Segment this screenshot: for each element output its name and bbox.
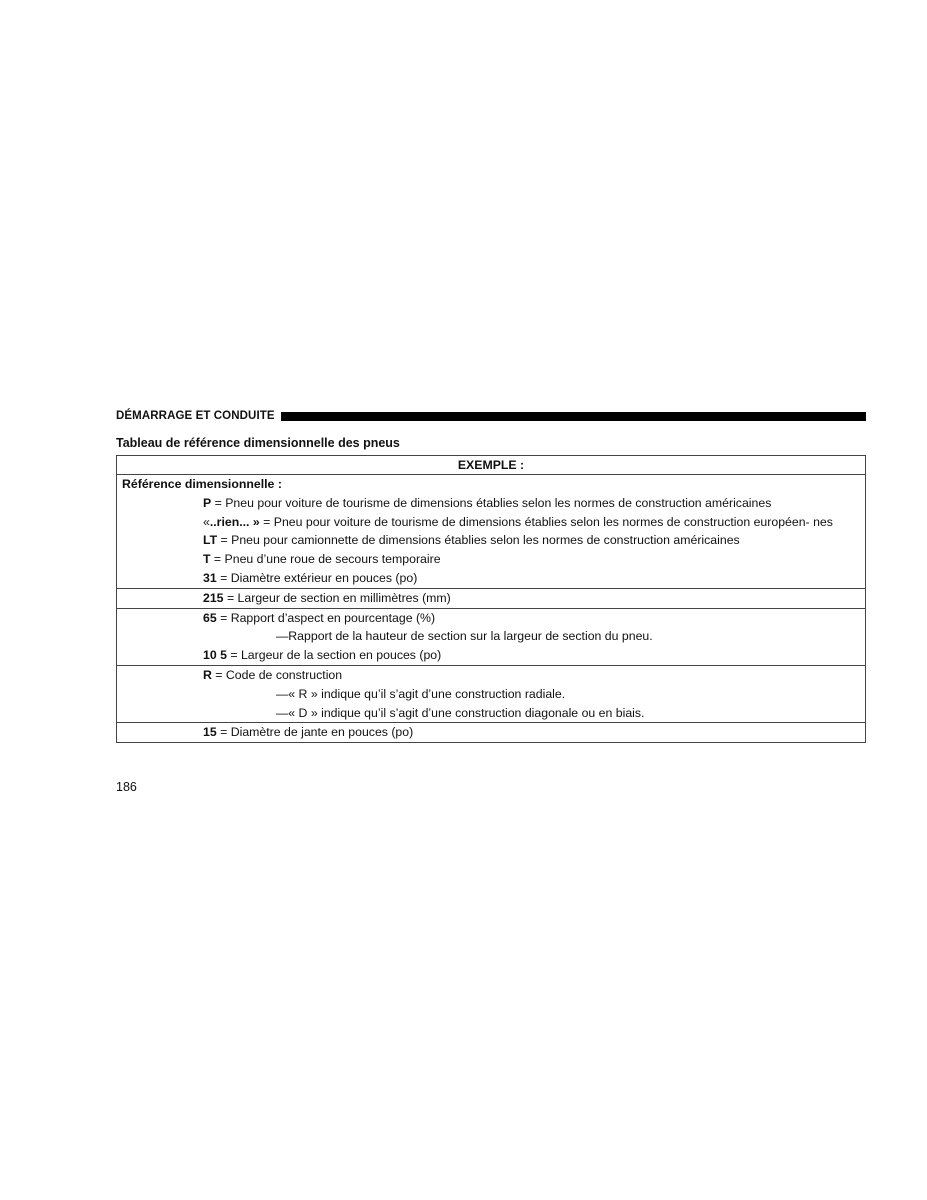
row-line (117, 513, 865, 532)
row-line-text: = Diamètre de jante en pouces (po) (216, 725, 414, 740)
row-line (117, 704, 865, 723)
row-line-bold: P (203, 495, 212, 510)
row-line-text: = Rapport d’aspect en pourcentage (%) (216, 610, 436, 625)
row-line-text: —« D » indique qu’il s’agit d’une construction diagonale ou en biais. (276, 705, 645, 720)
row-line (117, 531, 865, 550)
row-line-text: = Largeur de section en millimètres (mm) (223, 590, 451, 605)
row-line-bold: ..rien... » (209, 514, 260, 529)
row-line-text: = Pneu pour camionnette de dimensions établies selon les normes de construction américaines (217, 533, 740, 548)
table-header-cell: EXEMPLE : (117, 456, 866, 475)
table-cell (117, 475, 866, 589)
table-row (117, 475, 866, 589)
row-line-bold: LT (203, 533, 218, 548)
row-line-bold: 10 5 (203, 648, 227, 663)
table-row (117, 723, 866, 743)
row-line (117, 609, 865, 628)
row-line (117, 646, 865, 665)
row-line-text: = Pneu pour voiture de tourisme de dimensions établies selon les normes de construction américaines (211, 495, 772, 510)
row-line-text: —Rapport de la hauteur de section sur la largeur de section du pneu. (276, 629, 653, 644)
row-line-bold: 65 (203, 610, 217, 625)
row-line (117, 475, 865, 494)
table-cell (117, 588, 866, 608)
table-cell (117, 608, 866, 665)
tire-reference-table (116, 455, 866, 743)
row-line-text: = Pneu d’une roue de secours temporaire (210, 552, 441, 567)
row-line (117, 569, 865, 588)
table-row (117, 665, 866, 722)
row-line-text: = Pneu pour voiture de tourisme de dimensions établies selon les normes de construction européen- nes (259, 514, 833, 529)
row-line-text: = Code de construction (211, 667, 343, 682)
row-line (117, 550, 865, 569)
row-line (117, 627, 865, 646)
row-line-bold: R (203, 667, 212, 682)
row-line-text: = Largeur de la section en pouces (po) (226, 648, 442, 663)
row-line-bold: Référence dimensionnelle : (122, 477, 282, 491)
row-line (117, 494, 865, 513)
row-line-text: = Diamètre extérieur en pouces (po) (216, 570, 418, 585)
table-title: Tableau de référence dimensionnelle des pneus (116, 436, 400, 450)
row-line (117, 685, 865, 704)
table-row (117, 608, 866, 665)
section-header-label: DÉMARRAGE ET CONDUITE (116, 410, 275, 422)
row-line-bold: 15 (203, 725, 217, 740)
row-line (117, 589, 865, 608)
row-line-bold: 215 (203, 590, 224, 605)
row-line (117, 723, 865, 742)
section-header-bar (281, 412, 866, 421)
table-row (117, 588, 866, 608)
table-cell (117, 723, 866, 743)
row-line-bold: 31 (203, 570, 217, 585)
row-line-prefix: « (203, 514, 210, 529)
section-header (116, 408, 866, 424)
page-number: 186 (116, 780, 137, 794)
row-line-bold: T (203, 552, 211, 567)
table-header-row (117, 456, 866, 475)
table-cell (117, 665, 866, 722)
row-line (117, 666, 865, 685)
row-line-text: —« R » indique qu’il s’agit d’une construction radiale. (276, 686, 566, 701)
